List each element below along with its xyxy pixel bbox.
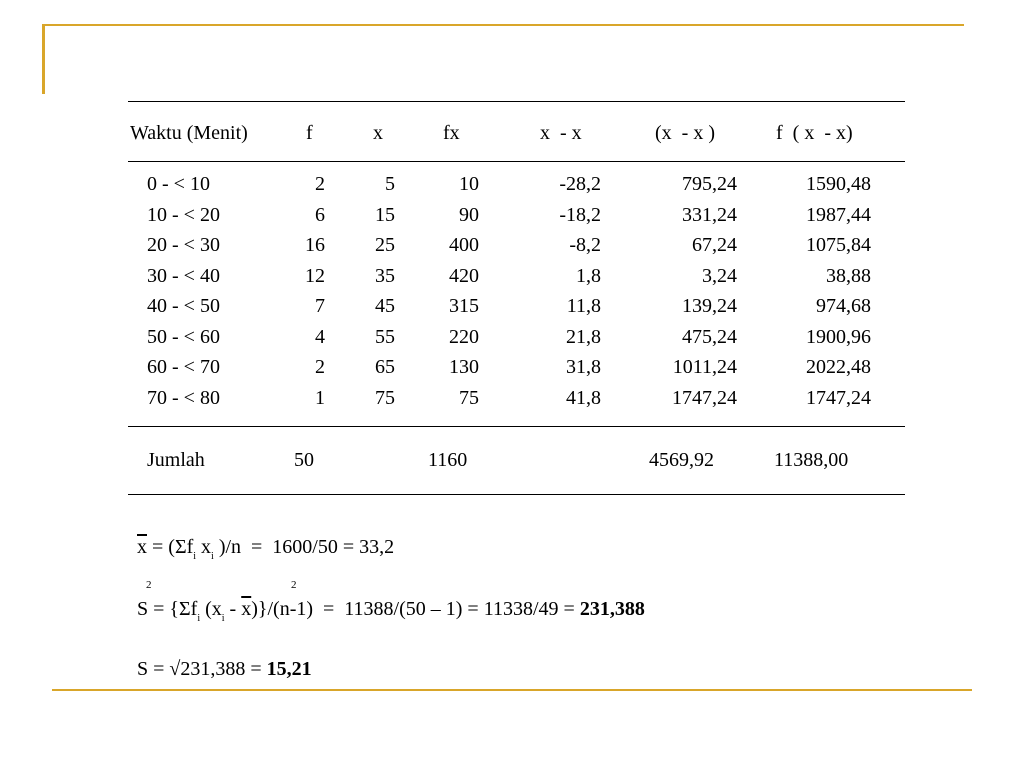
decor-bottom-line [52, 689, 972, 691]
cell-x: 65 [375, 356, 395, 378]
cell-deviation-squared: 139,24 [682, 295, 737, 317]
cell-f-deviation-squared: 1590,48 [806, 173, 871, 195]
cell-deviation-squared: 475,24 [682, 326, 737, 348]
cell-deviation: 21,8 [566, 326, 601, 348]
variance-sup-right: 2 [291, 579, 297, 591]
cell-fx: 400 [449, 234, 479, 256]
total-deviation-squared: 4569,92 [649, 449, 714, 471]
cell-waktu: 50 - < 60 [147, 326, 220, 348]
cell-f: 2 [315, 356, 325, 378]
header-x: x [373, 122, 383, 144]
variance-part: )}/(n-1) = 11388/(50 – 1) = 11338/49 = [251, 598, 580, 620]
cell-deviation: -8,2 [569, 234, 601, 256]
cell-f: 6 [315, 204, 325, 226]
cell-deviation: -28,2 [559, 173, 601, 195]
cell-fx: 130 [449, 356, 479, 378]
mean-formula [137, 535, 394, 563]
cell-waktu: 60 - < 70 [147, 356, 220, 378]
stddev-expression: S = √231,388 = [137, 658, 267, 680]
table-bottom-rule [128, 494, 905, 495]
cell-x: 75 [375, 387, 395, 409]
table-header-rule [128, 161, 905, 162]
cell-fx: 10 [459, 173, 479, 195]
table-top-rule [128, 101, 905, 102]
cell-f-deviation-squared: 1075,84 [806, 234, 871, 256]
cell-fx: 220 [449, 326, 479, 348]
header-f-deviation-squared: f ( x - x) [776, 122, 853, 144]
header-waktu: Waktu (Menit) [130, 122, 248, 144]
variance-part: - [224, 598, 242, 620]
cell-f-deviation-squared: 1900,96 [806, 326, 871, 348]
mean-part: = (Σf [147, 536, 194, 558]
cell-x: 25 [375, 234, 395, 256]
variance-formula [137, 597, 645, 625]
cell-deviation: 1,8 [576, 265, 601, 287]
cell-deviation-squared: 3,24 [702, 265, 737, 287]
decor-left-line [42, 24, 45, 94]
cell-deviation-squared: 795,24 [682, 173, 737, 195]
variance-sub: i [221, 613, 225, 624]
cell-f-deviation-squared: 1747,24 [806, 387, 871, 409]
variance-sub: i [197, 613, 201, 624]
table-total-rule [128, 426, 905, 427]
total-f: 50 [294, 449, 314, 471]
cell-x: 5 [385, 173, 395, 195]
cell-deviation-squared: 331,24 [682, 204, 737, 226]
mean-sub: i [211, 551, 214, 562]
cell-f: 2 [315, 173, 325, 195]
decor-top-line [42, 24, 964, 26]
header-deviation: x - x [540, 122, 582, 144]
cell-x: 15 [375, 204, 395, 226]
variance-xbar: $\overline{x}$ [241, 598, 252, 620]
cell-deviation: -18,2 [559, 204, 601, 226]
cell-f-deviation-squared: 1987,44 [806, 204, 871, 226]
header-deviation-squared: (x - x ) [655, 122, 715, 144]
cell-deviation: 41,8 [566, 387, 601, 409]
variance-part: (x [200, 598, 222, 620]
cell-x: 45 [375, 295, 395, 317]
cell-x: 55 [375, 326, 395, 348]
cell-deviation-squared: 1011,24 [672, 356, 737, 378]
cell-deviation: 11,8 [566, 295, 601, 317]
cell-f: 16 [305, 234, 325, 256]
header-f: f [306, 122, 313, 144]
cell-f-deviation-squared: 38,88 [826, 265, 871, 287]
cell-f-deviation-squared: 2022,48 [806, 356, 871, 378]
cell-waktu: 10 - < 20 [147, 204, 220, 226]
cell-fx: 90 [459, 204, 479, 226]
variance-sup-left: 2 [146, 579, 152, 591]
cell-fx: 420 [449, 265, 479, 287]
cell-fx: 75 [459, 387, 479, 409]
mean-part: x [196, 536, 212, 558]
total-f-deviation-squared: 11388,00 [774, 449, 849, 471]
cell-deviation-squared: 1747,24 [672, 387, 737, 409]
cell-f: 7 [315, 295, 325, 317]
stddev-formula [137, 657, 312, 681]
mean-xbar: $\overline{x}$ [137, 536, 147, 558]
cell-f-deviation-squared: 974,68 [816, 295, 871, 317]
total-label: Jumlah [147, 449, 205, 471]
cell-f: 12 [305, 265, 325, 287]
cell-x: 35 [375, 265, 395, 287]
cell-deviation-squared: 67,24 [692, 234, 737, 256]
cell-waktu: 40 - < 50 [147, 295, 220, 317]
variance-s: S [137, 598, 149, 620]
cell-f: 1 [315, 387, 325, 409]
cell-waktu: 70 - < 80 [147, 387, 220, 409]
mean-sub: i [193, 551, 197, 562]
cell-fx: 315 [449, 295, 479, 317]
variance-result: 231,388 [579, 598, 645, 620]
mean-part: )/n = 1600/50 = 33,2 [213, 536, 395, 558]
cell-waktu: 20 - < 30 [147, 234, 220, 256]
cell-waktu: 0 - < 10 [147, 173, 210, 195]
total-fx: 1160 [428, 449, 468, 471]
header-fx: fx [443, 122, 460, 144]
cell-deviation: 31,8 [566, 356, 601, 378]
stddev-result: 15,21 [266, 658, 312, 680]
variance-part: = {Σf [148, 598, 198, 620]
cell-f: 4 [315, 326, 325, 348]
cell-waktu: 30 - < 40 [147, 265, 220, 287]
